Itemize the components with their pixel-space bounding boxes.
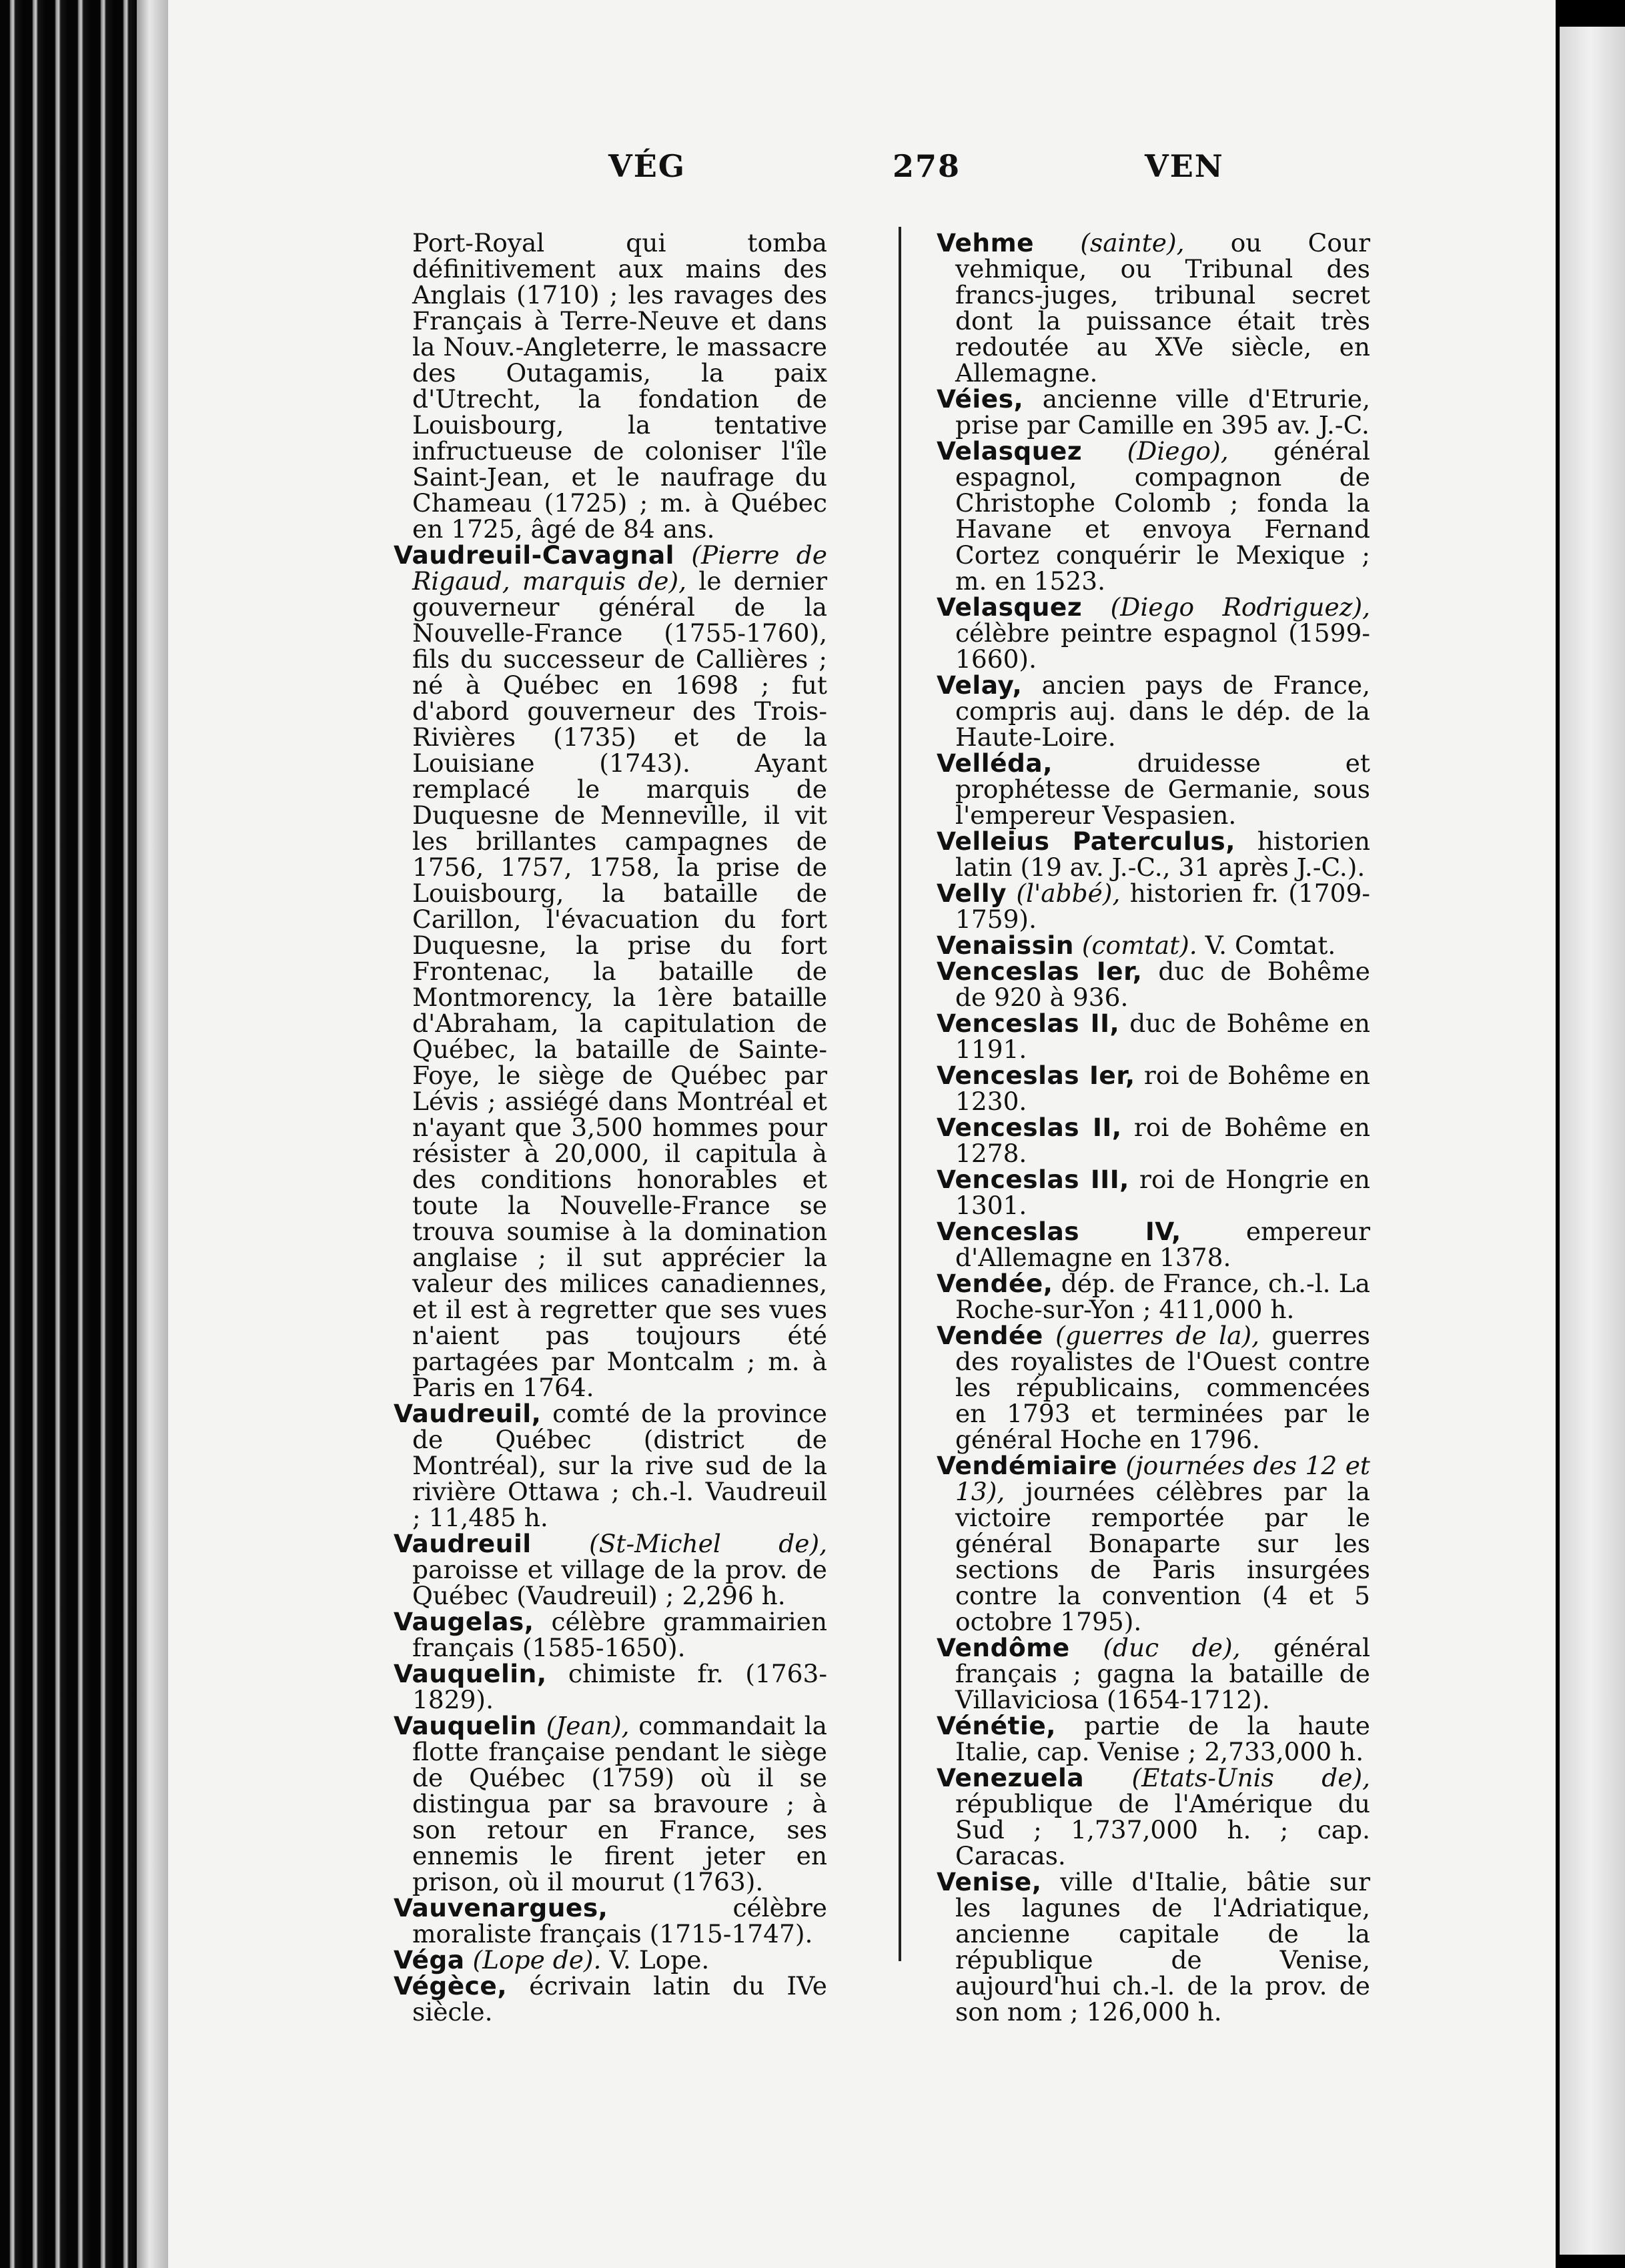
dictionary-entry	[394, 1401, 827, 1531]
entry-qualifier: (Jean),	[546, 1711, 630, 1740]
entry-definition: Port-Royal qui tomba définitivement aux mains des Anglais (1710) ; les ravages des Français à Terre-Neuve et dans la Nouv.-Angleterre, le massacre des Outagamis, la paix d'Utrecht, la fondation de Louisbourg, la tentative infructueuse de coloniser l'île Saint-Jean, et le naufrage du Chameau (1725) ; m. à Québec en 1725, âgé de 84 ans.	[412, 228, 827, 544]
column-divider	[899, 227, 901, 1961]
entry-definition: roi de Bohême en 1230.	[955, 1061, 1371, 1116]
entry-headword: Velleius Paterculus,	[937, 826, 1235, 856]
entry-definition: célèbre peintre espagnol (1599-1660).	[955, 618, 1370, 674]
entry-definition: historien fr. (1709-1759).	[955, 879, 1370, 934]
dictionary-entry	[394, 1609, 827, 1661]
entry-definition: empereur d'Allemagne en 1378.	[955, 1217, 1370, 1272]
entry-definition: roi de Bohême en 1278.	[955, 1113, 1370, 1168]
entry-headword: Venceslas III,	[937, 1165, 1129, 1194]
dictionary-entry	[937, 933, 1370, 959]
entry-headword: Venezuela	[937, 1763, 1085, 1792]
entry-definition: chimiste fr. (1763-1829).	[412, 1659, 827, 1714]
entry-definition: ville d'Italie, bâtie sur les lagunes de l'Adriatique, ancienne capitale de la république de Venise, aujourd'hui ch.-l. de la prov. de son nom ; 126,000 h.	[955, 1867, 1371, 2027]
dictionary-entry	[937, 881, 1370, 933]
entry-definition: dép. de France, ch.-l. La Roche-sur-Yon ; 411,000 h.	[955, 1269, 1370, 1324]
entry-definition: général français ; gagna la bataille de Villaviciosa (1654-1712).	[955, 1633, 1370, 1714]
entry-definition: historien latin (19 av. J.-C., 31 après J.-C.).	[955, 826, 1371, 882]
dictionary-entry	[937, 1011, 1370, 1063]
entry-definition: célèbre grammairien français (1585-1650).	[412, 1607, 827, 1662]
entry-headword: Vendée	[937, 1321, 1043, 1350]
entry-headword: Velasquez	[937, 592, 1083, 622]
entry-qualifier: (comtat).	[1081, 931, 1197, 960]
entry-qualifier: (l'abbé),	[1016, 879, 1121, 908]
entry-definition: paroisse et village de la prov. de Québec (Vaudreuil) ; 2,296 h.	[412, 1555, 827, 1610]
facing-page-edge	[1556, 27, 1625, 2255]
entry-qualifier: (Etats-Unis de),	[1131, 1763, 1370, 1792]
entry-qualifier: (journées des 12 et 13),	[955, 1451, 1371, 1506]
entry-definition: célèbre moraliste français (1715-1747).	[412, 1893, 827, 1948]
entry-headword: Vaugelas,	[394, 1607, 534, 1636]
entry-qualifier: (Diego),	[1127, 436, 1229, 466]
entry-headword: Velay,	[937, 670, 1023, 700]
dictionary-entry	[394, 1947, 827, 1973]
dictionary-entry	[937, 1453, 1370, 1635]
entry-definition: V. Comtat.	[1205, 931, 1336, 960]
dictionary-entry	[937, 1219, 1370, 1271]
book-spine	[137, 0, 169, 2268]
entry-headword: Vehme	[937, 228, 1035, 257]
entry-headword: Vendée,	[937, 1269, 1053, 1298]
entry-headword: Vauvenargues,	[394, 1893, 608, 1922]
page-number: 278	[893, 148, 961, 184]
entry-definition: journées célèbres par la victoire remportée par le général Bonaparte sur les sections de Paris insurgées contre la convention (4 et 5 octobre 1795).	[955, 1477, 1371, 1636]
dictionary-entry	[937, 230, 1370, 386]
entry-headword: Velly	[937, 879, 1007, 908]
entry-definition: écrivain latin du IVe siècle.	[412, 1971, 827, 2027]
dictionary-entry	[937, 750, 1370, 828]
entry-headword: Venceslas II,	[937, 1009, 1120, 1038]
running-head-left: VÉG	[608, 148, 686, 184]
dictionary-entry	[937, 386, 1370, 438]
dictionary-entry	[394, 1973, 827, 2025]
entry-headword: Vénétie,	[937, 1711, 1056, 1740]
entry-qualifier: (guerres de la),	[1055, 1321, 1260, 1350]
dictionary-entry	[937, 1063, 1370, 1115]
entry-headword: Velasquez	[937, 436, 1083, 466]
right-column	[937, 230, 1370, 2025]
entry-qualifier: (Pierre de Rigaud, marquis de),	[412, 540, 827, 596]
dictionary-entry	[937, 1635, 1370, 1713]
entry-qualifier: (sainte),	[1080, 228, 1185, 257]
entry-definition: ou Cour vehmique, ou Tribunal des francs-juges, tribunal secret dont la puissance était très redoutée au XVe siècle, en Allemagne.	[955, 228, 1371, 388]
left-column	[394, 230, 827, 2025]
entry-headword: Vauquelin,	[394, 1659, 547, 1688]
entry-definition: guerres des royalistes de l'Ouest contre les républicains, commencées en 1793 et terminées par le général Hoche en 1796.	[955, 1321, 1370, 1454]
entry-qualifier: (St-Michel de),	[589, 1529, 827, 1558]
entry-definition: commandait la flotte française pendant le siège de Québec (1759) où il se distingua par sa bravoure ; à son retour en France, ses ennemis le firent jeter en prison, où il mourut (1763).	[412, 1711, 828, 1896]
entry-headword: Vaudreuil-Cavagnal	[394, 540, 674, 570]
entry-headword: Venceslas IV,	[937, 1217, 1181, 1246]
dictionary-entry	[394, 542, 827, 1401]
entry-headword: Venaissin	[937, 931, 1074, 960]
dictionary-entry	[394, 1895, 827, 1947]
dictionary-entry	[394, 230, 827, 542]
entry-definition: république de l'Amérique du Sud ; 1,737,000 h. ; cap. Caracas.	[955, 1789, 1370, 1870]
entry-headword: Vaudreuil	[394, 1529, 532, 1558]
entry-definition: partie de la haute Italie, cap. Venise ; 2,733,000 h.	[955, 1711, 1370, 1766]
entry-headword: Vauquelin	[394, 1711, 537, 1740]
dictionary-entry	[394, 1531, 827, 1609]
entry-definition: druidesse et prophétesse de Germanie, sous l'empereur Vespasien.	[955, 748, 1371, 830]
entry-definition: ancienne ville d'Etrurie, prise par Camille en 395 av. J.-C.	[955, 384, 1370, 440]
dictionary-entry	[937, 828, 1370, 881]
dictionary-entry	[937, 1713, 1370, 1765]
entry-qualifier: (Lope de).	[472, 1945, 602, 1974]
entry-headword: Végèce,	[394, 1971, 508, 2001]
entry-headword: Véies,	[937, 384, 1024, 414]
entry-definition: le dernier gouverneur général de la Nouvelle-France (1755-1760), fils du successeur de Callières ; né à Québec en 1698 ; fut d'abord gouverneur des Trois-Rivières (1735) et de la Louisiane (1743). Ayant remplacé le marquis de Duquesne de Menneville, il vit les brillantes campagnes de 1756, 1757, 1758, la prise de Louisbourg, la bataille de Carillon, l'évacuation du fort Duquesne, la prise du fort Frontenac, la bataille de Montmorency, la 1ère bataille d'Abraham, la capitulation de Québec, la bataille de Sainte-Foye, le siège de Québec par Lévis ; assiégé dans Montréal et n'ayant que 3,500 hommes pour résister à 20,000, il capitula à des conditions honorables et toute la Nouvelle-France se trouva soumise à la domination anglaise ; il sut apprécier la valeur des milices canadiennes, et il est à regretter que ses vues n'aient pas toujours été partagées par Montcalm ; m. à Paris en 1764.	[412, 566, 828, 1402]
entry-headword: Venceslas II,	[937, 1113, 1122, 1142]
entry-definition: roi de Hongrie en 1301.	[955, 1165, 1370, 1220]
dictionary-entry	[937, 1271, 1370, 1323]
entry-headword: Venceslas Ier,	[937, 957, 1143, 986]
entry-definition: général espagnol, compagnon de Christophe Colomb ; fonda la Havane et envoya Fernand Cortez conquérir le Mexique ; m. en 1523.	[955, 436, 1370, 596]
entry-headword: Vendôme	[937, 1633, 1070, 1662]
entry-definition: duc de Bohême de 920 à 936.	[955, 957, 1371, 1012]
dictionary-entry	[937, 672, 1370, 750]
entry-definition: ancien pays de France, compris auj. dans le dép. de la Haute-Loire.	[955, 670, 1371, 752]
dictionary-entry	[394, 1713, 827, 1895]
entry-headword: Venceslas Ier,	[937, 1061, 1135, 1090]
entry-qualifier: (Diego Rodriguez),	[1110, 592, 1371, 622]
entry-headword: Vaudreuil,	[394, 1399, 542, 1428]
entry-definition: V. Lope.	[609, 1945, 710, 1974]
running-head-right: VEN	[1145, 148, 1224, 184]
dictionary-entry	[937, 594, 1370, 672]
dictionary-entry	[937, 1115, 1370, 1167]
entry-qualifier: (duc de),	[1103, 1633, 1241, 1662]
entry-headword: Velléda,	[937, 748, 1053, 778]
dictionary-entry	[937, 959, 1370, 1011]
dictionary-entry	[937, 1323, 1370, 1453]
dictionary-entry	[937, 1869, 1370, 2025]
dictionary-entry	[937, 1167, 1370, 1219]
dictionary-entry	[394, 1661, 827, 1713]
dictionary-entry	[937, 1765, 1370, 1869]
entry-definition: comté de la province de Québec (district de Montréal), sur la rive sud de la rivière Ottawa ; ch.-l. Vaudreuil ; 11,485 h.	[412, 1399, 827, 1532]
entry-headword: Venise,	[937, 1867, 1042, 1896]
dictionary-entry	[937, 438, 1370, 594]
entry-definition: duc de Bohême en 1191.	[955, 1009, 1370, 1064]
entry-headword: Véga	[394, 1945, 465, 1974]
entry-headword: Vendémiaire	[937, 1451, 1117, 1480]
